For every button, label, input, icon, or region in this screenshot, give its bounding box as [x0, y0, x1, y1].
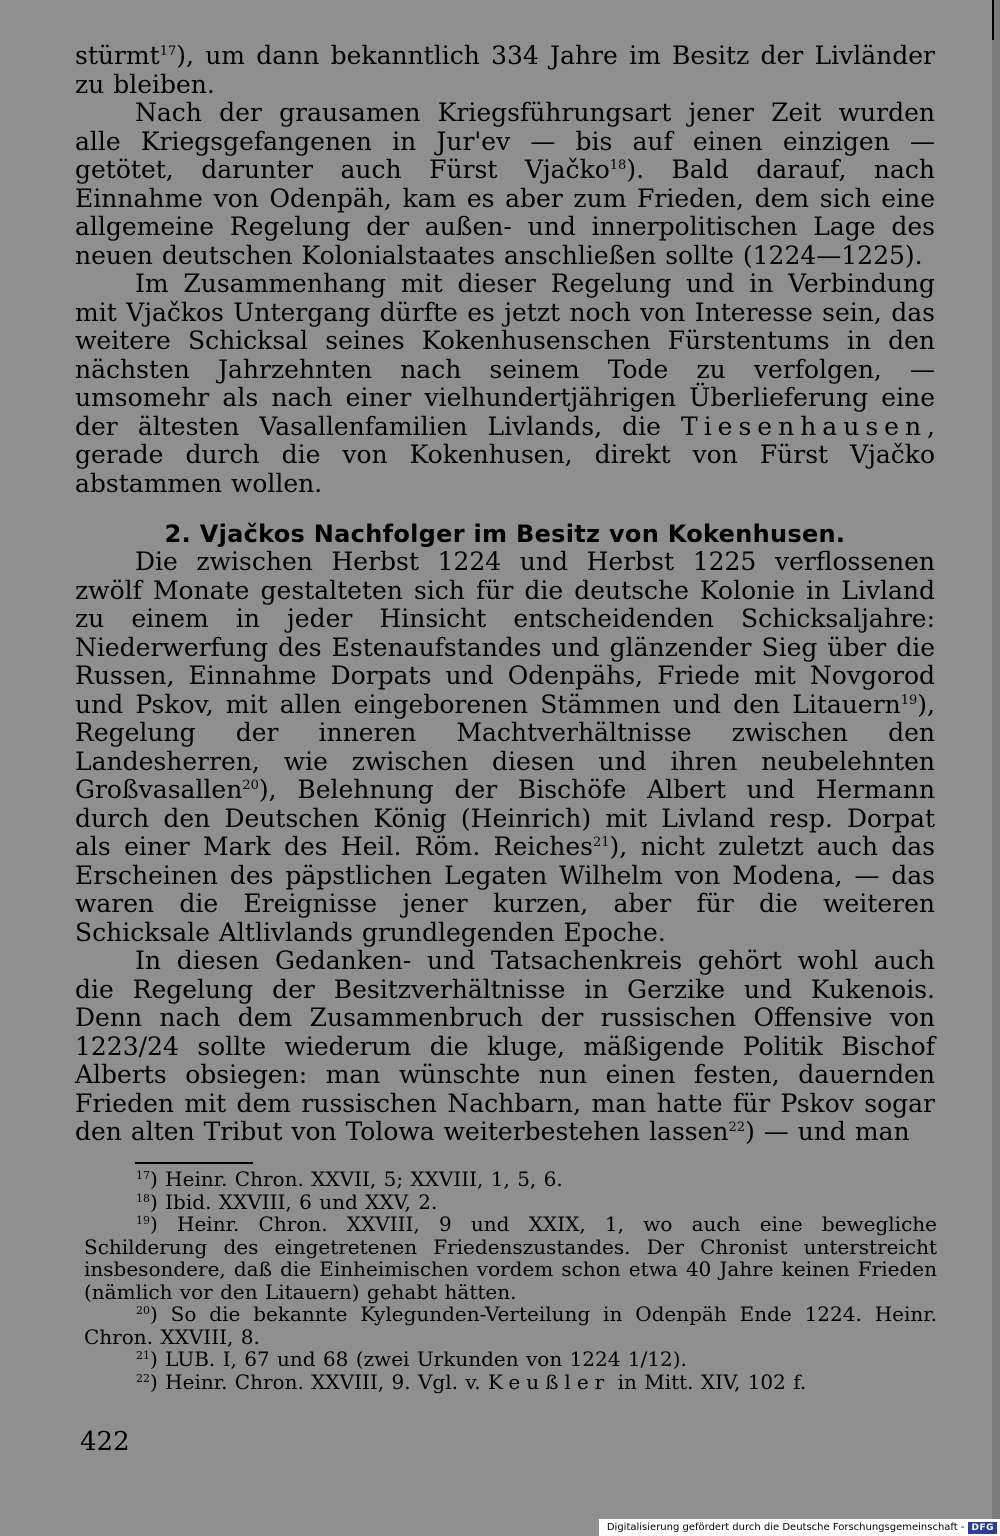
page-edge-line	[992, 0, 994, 40]
paragraph-text: ) — und man	[745, 1117, 910, 1146]
footnote-text: ) Ibid. XXVIII, 6 und XXV, 2.	[150, 1189, 438, 1214]
footnotes	[84, 1168, 937, 1393]
main-text	[75, 42, 935, 1147]
paragraph-text: Die zwischen Herbst 1224 und Herbst 1225 verflossenen zwölf Monate gestalteten sich für die deutsche Kolonie in Livland zu einem in jeder Hinsicht entscheidenden Schicksaljahre: Niederwerfung des Estenaufstandes und glänzender Sieg über die Russen, Einnahme Dorpats und Odenpähs, Friede mit Novgorod und Pskov, mit allen eingeborenen Stämmen und den Litauern	[75, 547, 935, 719]
footnote-19	[84, 1213, 937, 1303]
footnote-text: ) LUB. I, 67 und 68 (zwei Urkunden von 1224 1/12).	[150, 1347, 687, 1371]
dfg-logo: DFG	[968, 1522, 997, 1534]
footnote-separator	[135, 1162, 253, 1164]
footnote-21	[84, 1348, 937, 1371]
page-edge	[992, 0, 1000, 1536]
page-number: 422	[80, 1427, 130, 1457]
footnote-number: 19	[136, 1214, 150, 1227]
footnote-ref-21: 21	[593, 835, 610, 850]
footnote-text: ) Heinr. Chron. XXVIII, 9 und XXIX, 1, wo auch eine bewegliche Schilderung des eingetretenen Friedenszustandes. Der Chronist unterstreicht insbesondere, daß die Einheimischen vordem schon etwa 40 Jahre keinen Frieden (nämlich vor den Litauern) gehabt hätten.	[84, 1212, 937, 1304]
footnote-17	[84, 1168, 937, 1191]
footnote-ref-18: 18	[609, 158, 627, 173]
digitization-credit	[599, 1519, 1000, 1536]
footnote-number: 22	[136, 1371, 150, 1385]
footnote-text: ) Heinr. Chron. XXVIII, 9. Vgl. v.	[150, 1369, 488, 1394]
footnote-20	[84, 1303, 937, 1348]
footnote-number: 21	[136, 1349, 150, 1362]
footnote-text: ) So die bekannte Kylegunden-Verteilung in Odenpäh Ende 1224. Heinr. Chron. XXVIII, 8.	[84, 1302, 937, 1349]
footnote-22	[84, 1371, 937, 1394]
footnote-number: 20	[136, 1304, 150, 1317]
spaced-name-tiesenhausen: Tiesenhausen	[681, 411, 928, 441]
paragraph-text: ), nicht zuletzt auch das Erscheinen des päpstlichen Legaten Wilhelm von Modena, — das waren die Ereignisse jener kurzen, aber für die weiteren Schicksale Altlivlands grundlegenden Epoche.	[75, 832, 935, 947]
paragraph-text: stürmt	[75, 41, 160, 70]
paragraph-text: In diesen Gedanken- und Tatsachenkreis gehört wohl auch die Regelung der Besitzverhältnisse in Gerzike und Kukenois. Denn nach dem Zusammenbruch der russischen Offensive von 1223/24 sollte wiederum die kluge, mäßigende Politik Bischof Alberts obsiegen: man wünschte nun einen festen, dauernden Frieden mit dem russischen Nachbarn, man hatte für Pskov sogar den alten Tribut von Tolowa weiterbestehen lassen	[75, 946, 935, 1146]
paragraph-text: ), um dann bekanntlich 334 Jahre im Besitz der Livländer zu bleiben.	[75, 41, 935, 99]
paragraph-text: ), Regelung der inneren Machtverhältnisse zwischen den Landesherren, wie zwischen diesen und ihren neubelehnten Großvasallen	[75, 689, 935, 804]
section-heading: 2. Vjačkos Nachfolger im Besitz von Kokenhusen.	[164, 520, 846, 548]
footnote-number: 18	[136, 1191, 150, 1205]
paragraph-1	[75, 42, 935, 99]
credit-text: Digitalisierung gefördert durch die Deutsche Forschungsgemeinschaft -	[606, 1522, 965, 1533]
footnote-text: ) Heinr. Chron. XXVII, 5; XXVIII, 1, 5, 6.	[150, 1167, 563, 1191]
paragraph-text: ). Bald darauf, nach Einnahme von Odenpäh, kam es aber zum Frieden, dem sich eine allgemeine Regelung der außen- und innerpolitischen Lage des neuen deutschen Kolonialstaates anschließen sollte (1224—1225).	[75, 155, 935, 270]
paragraph-text: ), Belehnung der Bischöfe Albert und Hermann durch den Deutschen König (Heinrich) mit Livland resp. Dorpat als einer Mark des Heil. Röm. Reiches	[75, 775, 935, 861]
footnote-ref-17: 17	[159, 44, 177, 59]
paragraph-2	[75, 99, 935, 270]
paragraph-text: Im Zusammenhang mit dieser Regelung und in Verbindung mit Vjačkos Untergang dürfte es jetzt noch von Interesse sein, das weitere Schicksal seines Kokenhusenschen Fürstentums in den nächsten Jahrzehnten nach seinem Tode zu verfolgen, — umsomehr als nach einer vielhundertjährigen Überlieferung eine der ältesten Vasallenfamilien Livlands, die	[75, 269, 935, 441]
spaced-name-keussler: Keußler	[487, 1369, 611, 1394]
footnote-ref-22: 22	[728, 1120, 746, 1135]
footnote-18	[84, 1191, 937, 1214]
paragraph-text: Nach der grausamen Kriegsführungsart jener Zeit wurden alle Kriegsgefangenen in Jur'ev — bis auf einen einzigen — getötet, darunter auch Fürst Vjačko	[75, 98, 935, 184]
paragraph-5	[75, 947, 935, 1147]
paragraph-text: , gerade durch die von Kokenhusen, direkt von Fürst Vjačko abstammen wollen.	[75, 411, 935, 498]
footnote-text: in Mitt. XIV, 102 f.	[610, 1369, 807, 1394]
footnote-number: 17	[136, 1169, 150, 1182]
paragraph-4	[75, 548, 935, 947]
footnote-ref-19: 19	[900, 692, 918, 708]
paragraph-3	[75, 270, 935, 498]
footnote-ref-20: 20	[242, 778, 259, 793]
